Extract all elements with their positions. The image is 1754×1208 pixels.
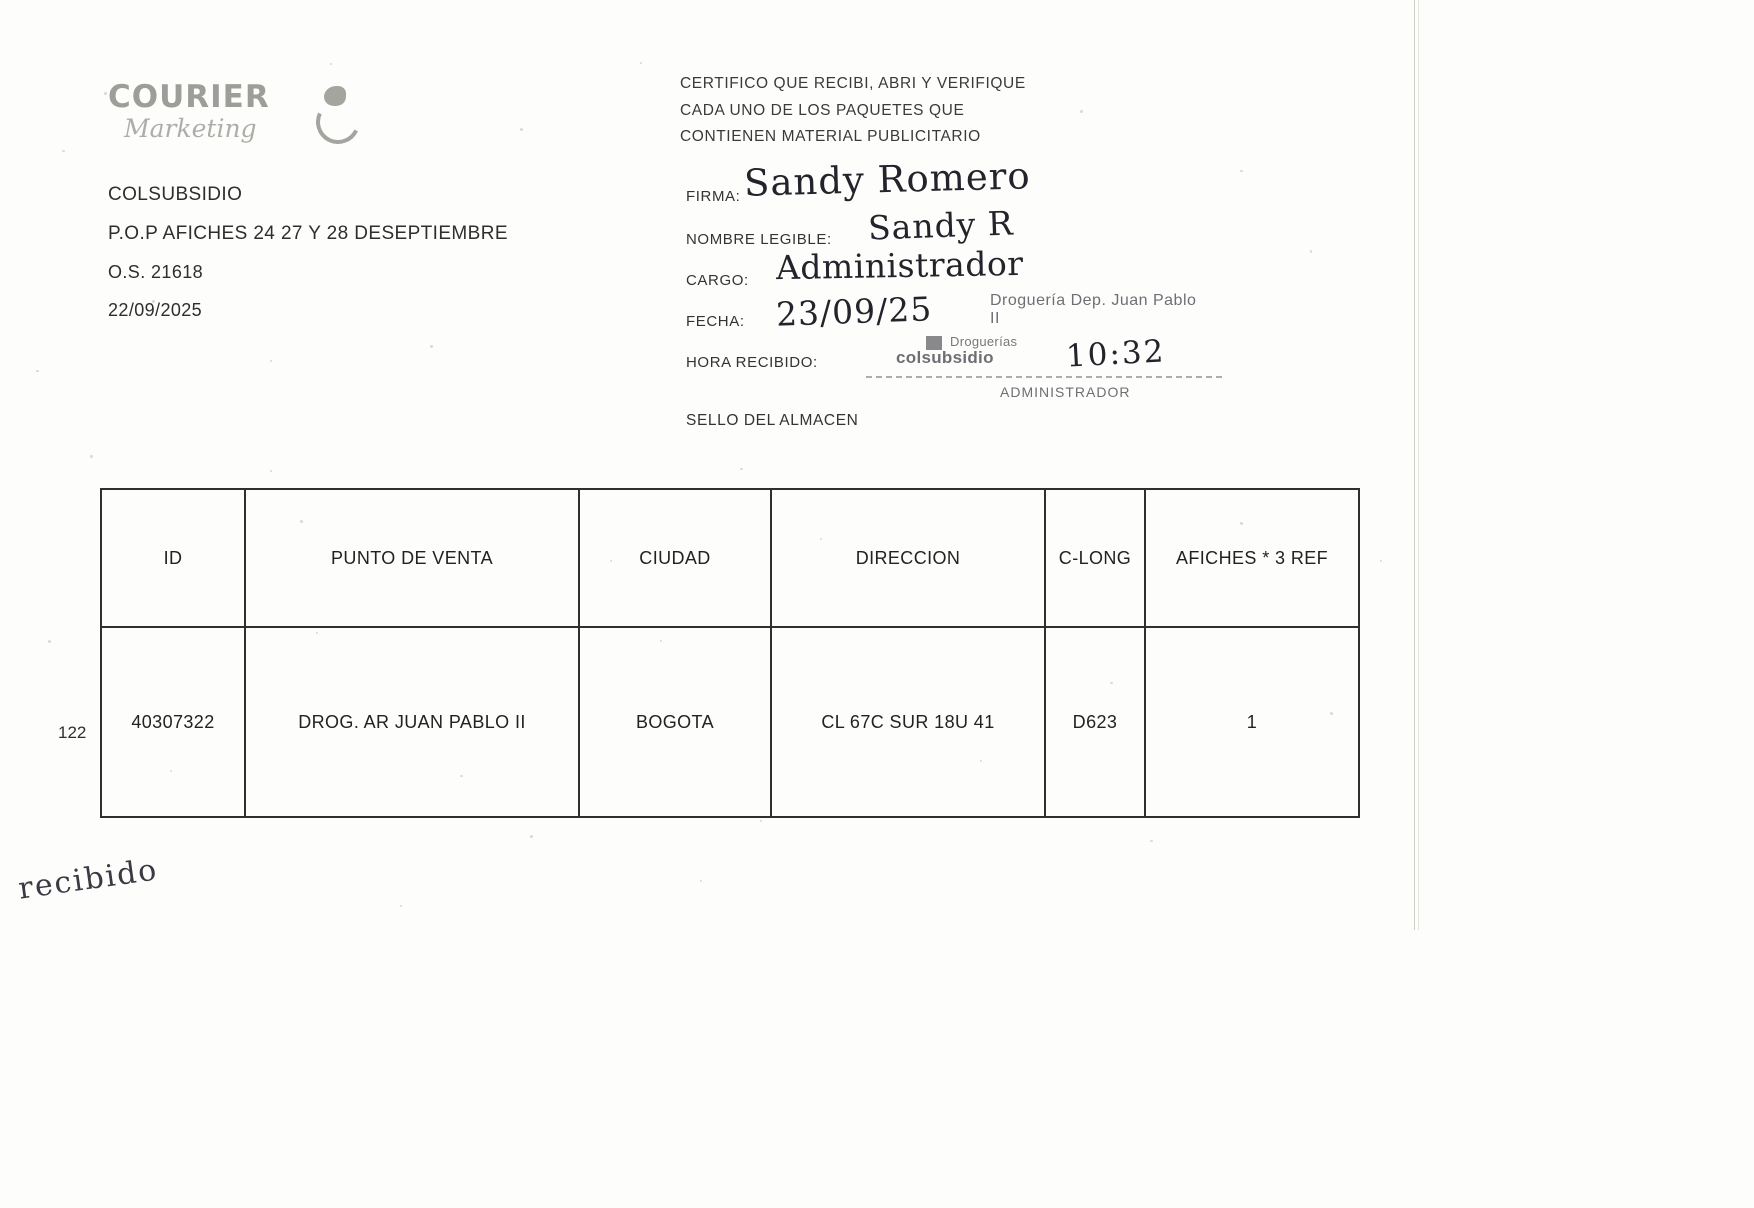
- logo-swirl-icon: [314, 86, 362, 142]
- scan-speckle: [530, 835, 533, 838]
- scan-speckle: [740, 468, 743, 470]
- scan-speckle: [1240, 170, 1243, 172]
- scan-speckle: [270, 360, 272, 362]
- scan-speckle: [520, 128, 523, 131]
- sello-almacen-label: SELLO DEL ALMACEN: [686, 412, 859, 429]
- cargo-handwritten-value: Administrador: [775, 243, 1024, 288]
- column-header-punto-de-venta: PUNTO DE VENTA: [245, 489, 579, 627]
- cargo-label: CARGO:: [686, 272, 749, 289]
- scan-speckle: [104, 92, 107, 95]
- fecha-label: FECHA:: [686, 313, 745, 330]
- cell-c-long: D623: [1045, 627, 1145, 817]
- scan-speckle: [1150, 840, 1153, 842]
- scan-speckle: [1310, 250, 1312, 253]
- hora-handwritten-value: 10:32: [1065, 333, 1167, 375]
- scan-speckle: [48, 640, 51, 643]
- scan-speckle: [62, 150, 65, 152]
- scan-speckle: [36, 370, 39, 372]
- stamp-role: ADMINISTRADOR: [1000, 384, 1131, 400]
- stamp-store-name: Droguería Dep. Juan Pablo II: [990, 292, 1197, 327]
- certification-statement: [680, 76, 1140, 156]
- cell-punto-de-venta: DROG. AR JUAN PABLO II: [245, 627, 579, 817]
- order-header-block: [108, 185, 628, 339]
- column-header-direccion: DIRECCION: [771, 489, 1045, 627]
- nombre-legible-label: NOMBRE LEGIBLE:: [686, 231, 832, 248]
- firma-label: FIRMA:: [686, 188, 741, 205]
- scan-speckle: [700, 880, 702, 882]
- certification-line-3: CONTIENEN MATERIAL PUBLICITARIO: [680, 128, 981, 145]
- scan-speckle: [640, 62, 642, 64]
- certification-line-1: CERTIFICO QUE RECIBI, ABRI Y VERIFIQUE: [680, 75, 1026, 92]
- column-header-id: ID: [101, 489, 245, 627]
- scan-speckle: [430, 345, 433, 348]
- logo-wordmark: COURIER: [108, 79, 270, 115]
- courier-marketing-logo: [108, 79, 368, 154]
- cell-afiches: 1: [1145, 627, 1359, 817]
- margin-handwritten-note: recibido: [16, 852, 161, 907]
- cell-ciudad: BOGOTA: [579, 627, 771, 817]
- page-edge-line: [1414, 0, 1415, 930]
- stamp-brand-line: Droguerías: [950, 334, 1018, 349]
- scan-speckle: [400, 905, 402, 907]
- cell-id: 40307322: [101, 627, 245, 817]
- hora-recibido-label: HORA RECIBIDO:: [686, 354, 818, 371]
- fecha-handwritten-value: 23/09/25: [775, 289, 933, 334]
- stamp-company-name: colsubsidio: [896, 348, 994, 367]
- order-date: 22/09/2025: [108, 300, 203, 320]
- delivery-points-table: [100, 488, 1360, 818]
- scan-speckle: [90, 455, 93, 458]
- client-name: COLSUBSIDIO: [108, 184, 243, 205]
- order-number: O.S. 21618: [108, 262, 204, 282]
- cell-direccion: CL 67C SUR 18U 41: [771, 627, 1045, 817]
- scan-speckle: [1380, 560, 1382, 562]
- column-header-ciudad: CIUDAD: [579, 489, 771, 627]
- table-header-row: [101, 489, 1359, 627]
- logo-subtitle: Marketing: [124, 114, 257, 143]
- scan-speckle: [330, 63, 332, 65]
- warehouse-stamp: [890, 292, 1200, 410]
- column-header-afiches: AFICHES * 3 REF: [1145, 489, 1359, 627]
- scan-speckle: [760, 820, 762, 822]
- page-edge-line-secondary: [1418, 0, 1419, 930]
- campaign-description: P.O.P AFICHES 24 27 Y 28 DESEPTIEMBRE: [108, 223, 508, 244]
- certification-line-2: CADA UNO DE LOS PAQUETES QUE: [680, 101, 965, 119]
- nombre-handwritten-value: Sandy R: [867, 203, 1015, 248]
- table-row: [101, 627, 1359, 817]
- scan-speckle: [270, 470, 272, 472]
- stamp-signature-line: [866, 376, 1222, 378]
- column-header-c-long: C-LONG: [1045, 489, 1145, 627]
- row-index-marker: 122: [58, 723, 87, 742]
- firma-handwritten-value: Sandy Romero: [743, 154, 1032, 205]
